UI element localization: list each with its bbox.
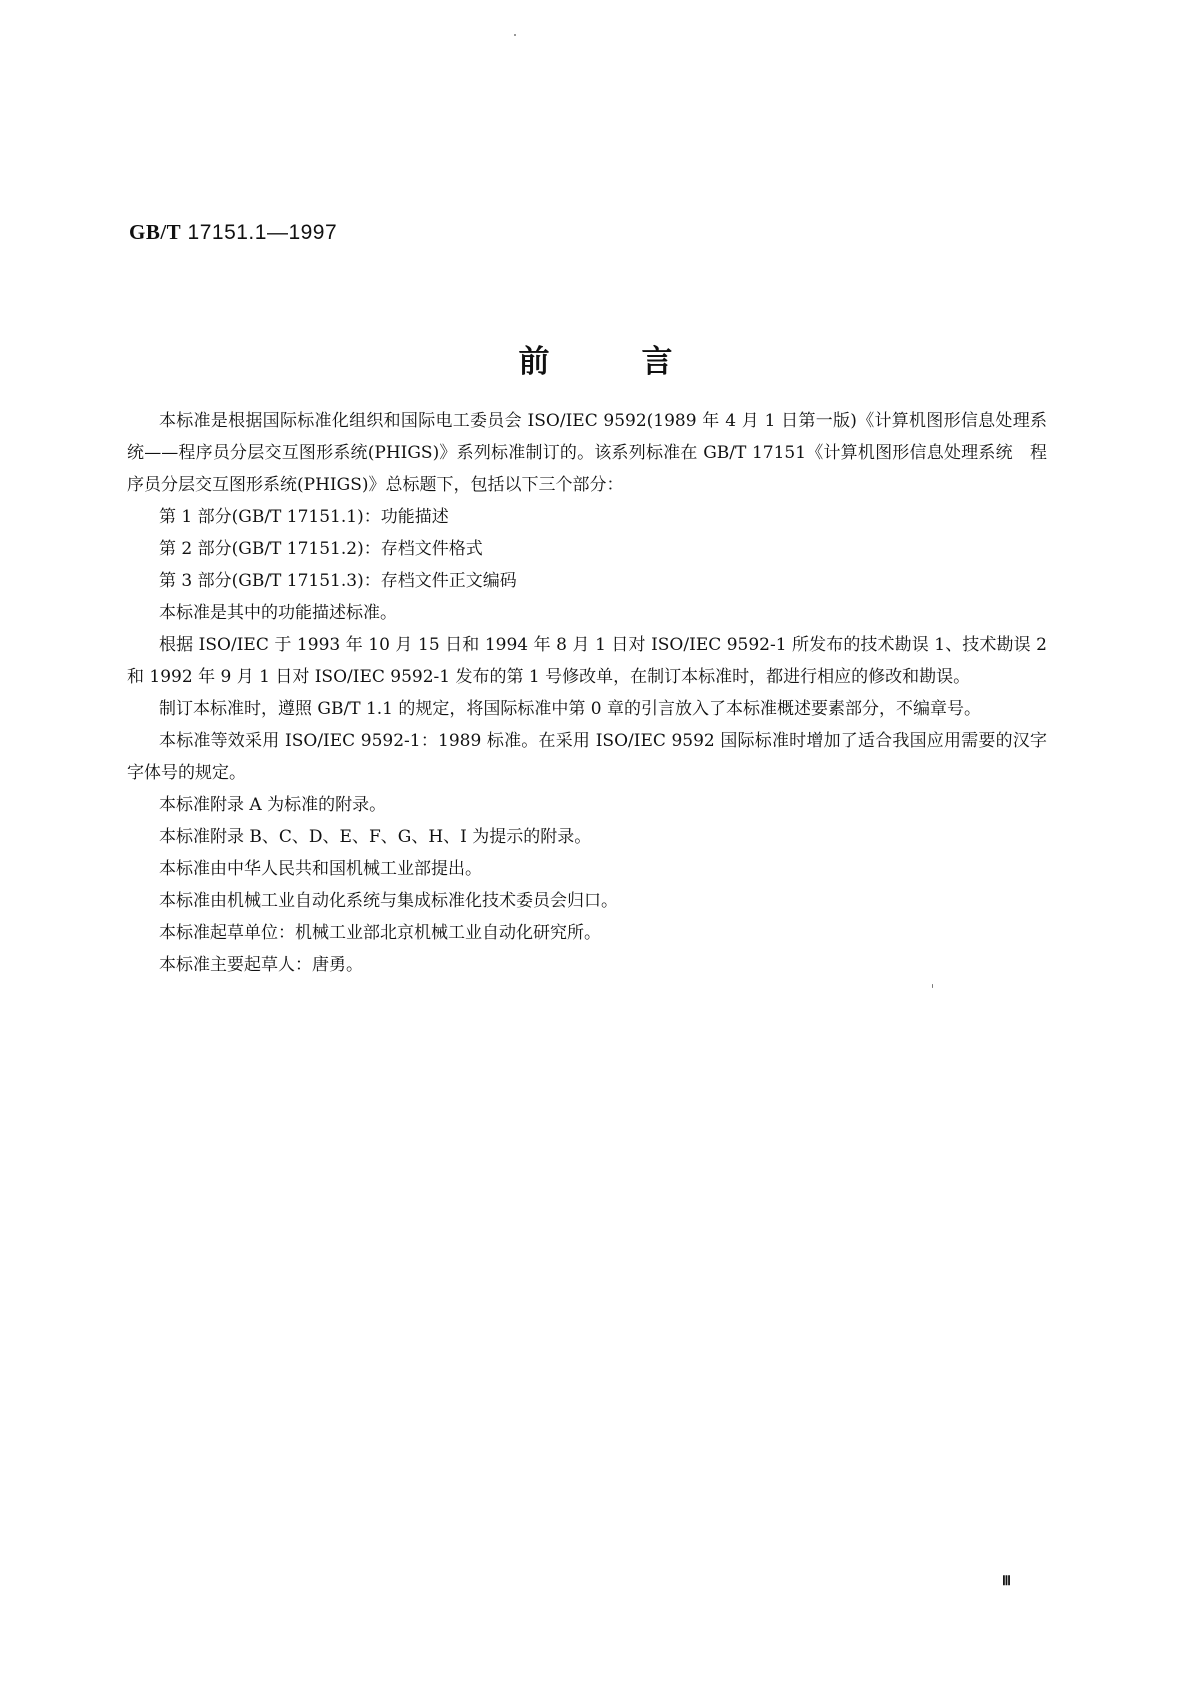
- paragraph: 制订本标准时，遵照 GB/T 1.1 的规定，将国际标准中第 0 章的引言放入了本标准概述要素部分，不编章号。: [159, 699, 982, 719]
- paragraph: 本标准附录 A 为标准的附录。: [159, 795, 387, 815]
- page-title: [0, 336, 1191, 381]
- foreword-body: [127, 405, 1047, 981]
- paragraph: 本标准主要起草人：唐勇。: [159, 955, 363, 975]
- paragraph: 根据 ISO/IEC 于 1993 年 10 月 15 日和 1994 年 8 月 1 日对 ISO/IEC 9592-1 所发布的技术勘误 1、技术勘误 2 和 1992 年 9 月 1 日对 ISO/IEC 9592-1 发布的第 1 号修改单，在制订本标准时，都进行相应的修改和勘误。: [127, 635, 1047, 687]
- paragraph: 第 2 部分(GB/T 17151.2)：存档文件格式: [159, 539, 483, 559]
- paragraph: 本标准是根据国际标准化组织和国际电工委员会 ISO/IEC 9592(1989 年 4 月 1 日第一版)《计算机图形信息处理系统——程序员分层交互图形系统(PHIGS)》系列标准制订的。该系列标准在 GB/T 17151《计算机图形信息处理系统 程序员分层交互图形系统(PHIGS)》总标题下，包括以下三个部分：: [127, 411, 1047, 495]
- paragraph: 本标准由中华人民共和国机械工业部提出。: [159, 859, 482, 879]
- paragraph: 本标准由机械工业自动化系统与集成标准化技术委员会归口。: [159, 891, 618, 911]
- paragraph: 本标准等效采用 ISO/IEC 9592-1：1989 标准。在采用 ISO/IEC 9592 国际标准时增加了适合我国应用需要的汉字字体号的规定。: [127, 731, 1047, 783]
- scan-speck: [514, 34, 516, 36]
- title-char-2: 言: [641, 344, 673, 380]
- paragraph: 本标准是其中的功能描述标准。: [159, 603, 397, 623]
- standard-code: [129, 220, 337, 245]
- scan-speck: [932, 984, 933, 988]
- paragraph: 本标准附录 B、C、D、E、F、G、H、I 为提示的附录。: [159, 827, 592, 847]
- paragraph: 本标准起草单位：机械工业部北京机械工业自动化研究所。: [159, 923, 601, 943]
- paragraph: 第 1 部分(GB/T 17151.1)：功能描述: [159, 507, 449, 527]
- standard-code-number: 17151.1—1997: [187, 221, 338, 244]
- title-char-1: 前: [518, 344, 550, 380]
- page-number: Ⅲ: [1002, 1573, 1011, 1588]
- paragraph: 第 3 部分(GB/T 17151.3)：存档文件正文编码: [159, 571, 517, 591]
- standard-code-prefix: GB/T: [129, 220, 182, 244]
